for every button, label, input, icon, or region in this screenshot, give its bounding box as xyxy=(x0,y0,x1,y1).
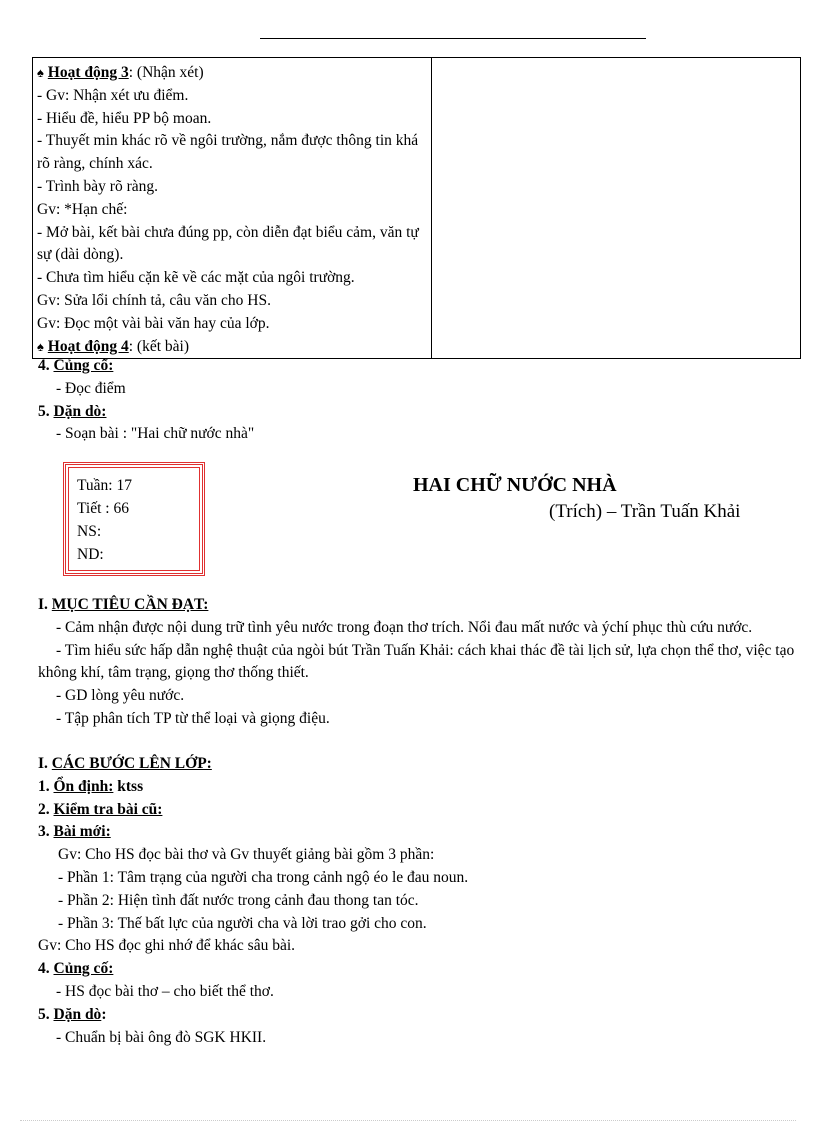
week-label: Tuần: 17 xyxy=(77,477,132,494)
table-line: Gv: Đọc một vài bài văn hay của lớp. xyxy=(37,314,270,332)
table-line: - Chưa tìm hiểu cặn kẽ về các mặt của ngôi trường. xyxy=(37,269,355,287)
step3-line: Gv: Cho HS đọc bài thơ và Gv thuyết giảng bài gồm 3 phần: xyxy=(58,846,435,864)
period-label: Tiết : 66 xyxy=(77,500,129,517)
cungco-heading: 4. Củng cố: xyxy=(38,357,114,374)
dando-heading: 5. Dặn dò: xyxy=(38,402,107,420)
step3: 3. Bài mới: xyxy=(38,823,111,841)
header-rule xyxy=(260,38,646,39)
step3-line: - Phần 2: Hiện tình đất nước trong cảnh đau thong tan tóc. xyxy=(58,891,419,909)
step2: 2. Kiểm tra bài cũ: xyxy=(38,800,163,818)
steps-heading: I. CÁC BƯỚC LÊN LỚP: xyxy=(38,755,212,772)
activity4-heading: ♠ Hoạt động 4: (kết bài) xyxy=(37,337,190,355)
table-line: - Trình bày rõ ràng. xyxy=(37,177,158,195)
section-wrapup xyxy=(38,355,798,446)
dando-item: - Soạn bài : "Hai chữ nước nhà" xyxy=(56,425,255,443)
table-line: - Thuyết min khác rõ về ngôi trường, nắm được thông tin khá rõ ràng, chính xác. xyxy=(37,132,419,173)
empty-cell xyxy=(432,58,801,359)
step4: 4. Củng cố: xyxy=(38,960,114,978)
table-line: Gv: Sửa lổi chính tả, câu văn cho HS. xyxy=(37,291,271,309)
step5: 5. Dặn dò: xyxy=(38,1005,107,1023)
section-objectives xyxy=(38,594,798,731)
lesson-title: HAI CHỮ NƯỚC NHÀ xyxy=(413,474,617,496)
activity-table xyxy=(32,57,801,359)
table-line: - Hiểu đề, hiểu PP bộ moan. xyxy=(37,109,212,127)
table-line: Gv: *Hạn chế: xyxy=(37,200,128,218)
lesson-info-box xyxy=(63,462,205,576)
step3-line: - Phần 1: Tâm trạng của người cha trong cảnh ngộ éo le đau noun. xyxy=(58,868,469,886)
objective-item: - Tìm hiểu sức hấp dẫn nghệ thuật của ngòi bút Trần Tuấn Khải: cách khai thác đề tài lịch sử, lựa chọn thể thơ, việc tạo không khí, tâm trạng, giọng thơ thống thiết. xyxy=(38,641,795,682)
objectives-heading: I. MỤC TIÊU CẦN ĐẠT: xyxy=(38,596,209,613)
table-line: - Mở bài, kết bài chưa đúng pp, còn diễn đạt biểu cảm, văn tự sự (dài dòng). xyxy=(37,223,419,264)
section-steps xyxy=(38,753,798,1049)
activity3-heading: ♠ Hoạt động 3: (Nhận xét) xyxy=(37,64,204,81)
step1: 1. Ổn định: ktss xyxy=(38,777,144,795)
step3-line: - Phần 3: Thế bất lực của người cha và lời trao gởi cho con. xyxy=(58,914,427,932)
objective-item: - Tập phân tích TP từ thể loại và giọng điệu. xyxy=(56,709,330,727)
table-line: - Gv: Nhận xét ưu điểm. xyxy=(37,86,189,104)
step3-last: Gv: Cho HS đọc ghi nhớ để khác sâu bài. xyxy=(38,937,296,955)
objective-item: - Cảm nhận được nội dung trữ tình yêu nước trong đoạn thơ trích. Nổi đau mất nước và ýchí phục thù cứu nước. xyxy=(56,618,753,636)
spade-icon: ♠ xyxy=(37,338,44,354)
lesson-subtitle: (Trích) – Trần Tuấn Khải xyxy=(549,501,741,522)
step5-item: - Chuẩn bị bài ông đò SGK HKII. xyxy=(56,1028,267,1046)
objective-item: - GD lòng yêu nước. xyxy=(56,687,185,705)
footer-rule xyxy=(20,1120,796,1121)
nd-label: ND: xyxy=(77,546,104,563)
cungco-item: - Đọc điểm xyxy=(56,379,126,397)
activity-cell xyxy=(33,58,432,359)
step4-item: - HS đọc bài thơ – cho biết thể thơ. xyxy=(56,982,274,1000)
ns-label: NS: xyxy=(77,523,102,540)
spade-icon: ♠ xyxy=(37,65,44,80)
